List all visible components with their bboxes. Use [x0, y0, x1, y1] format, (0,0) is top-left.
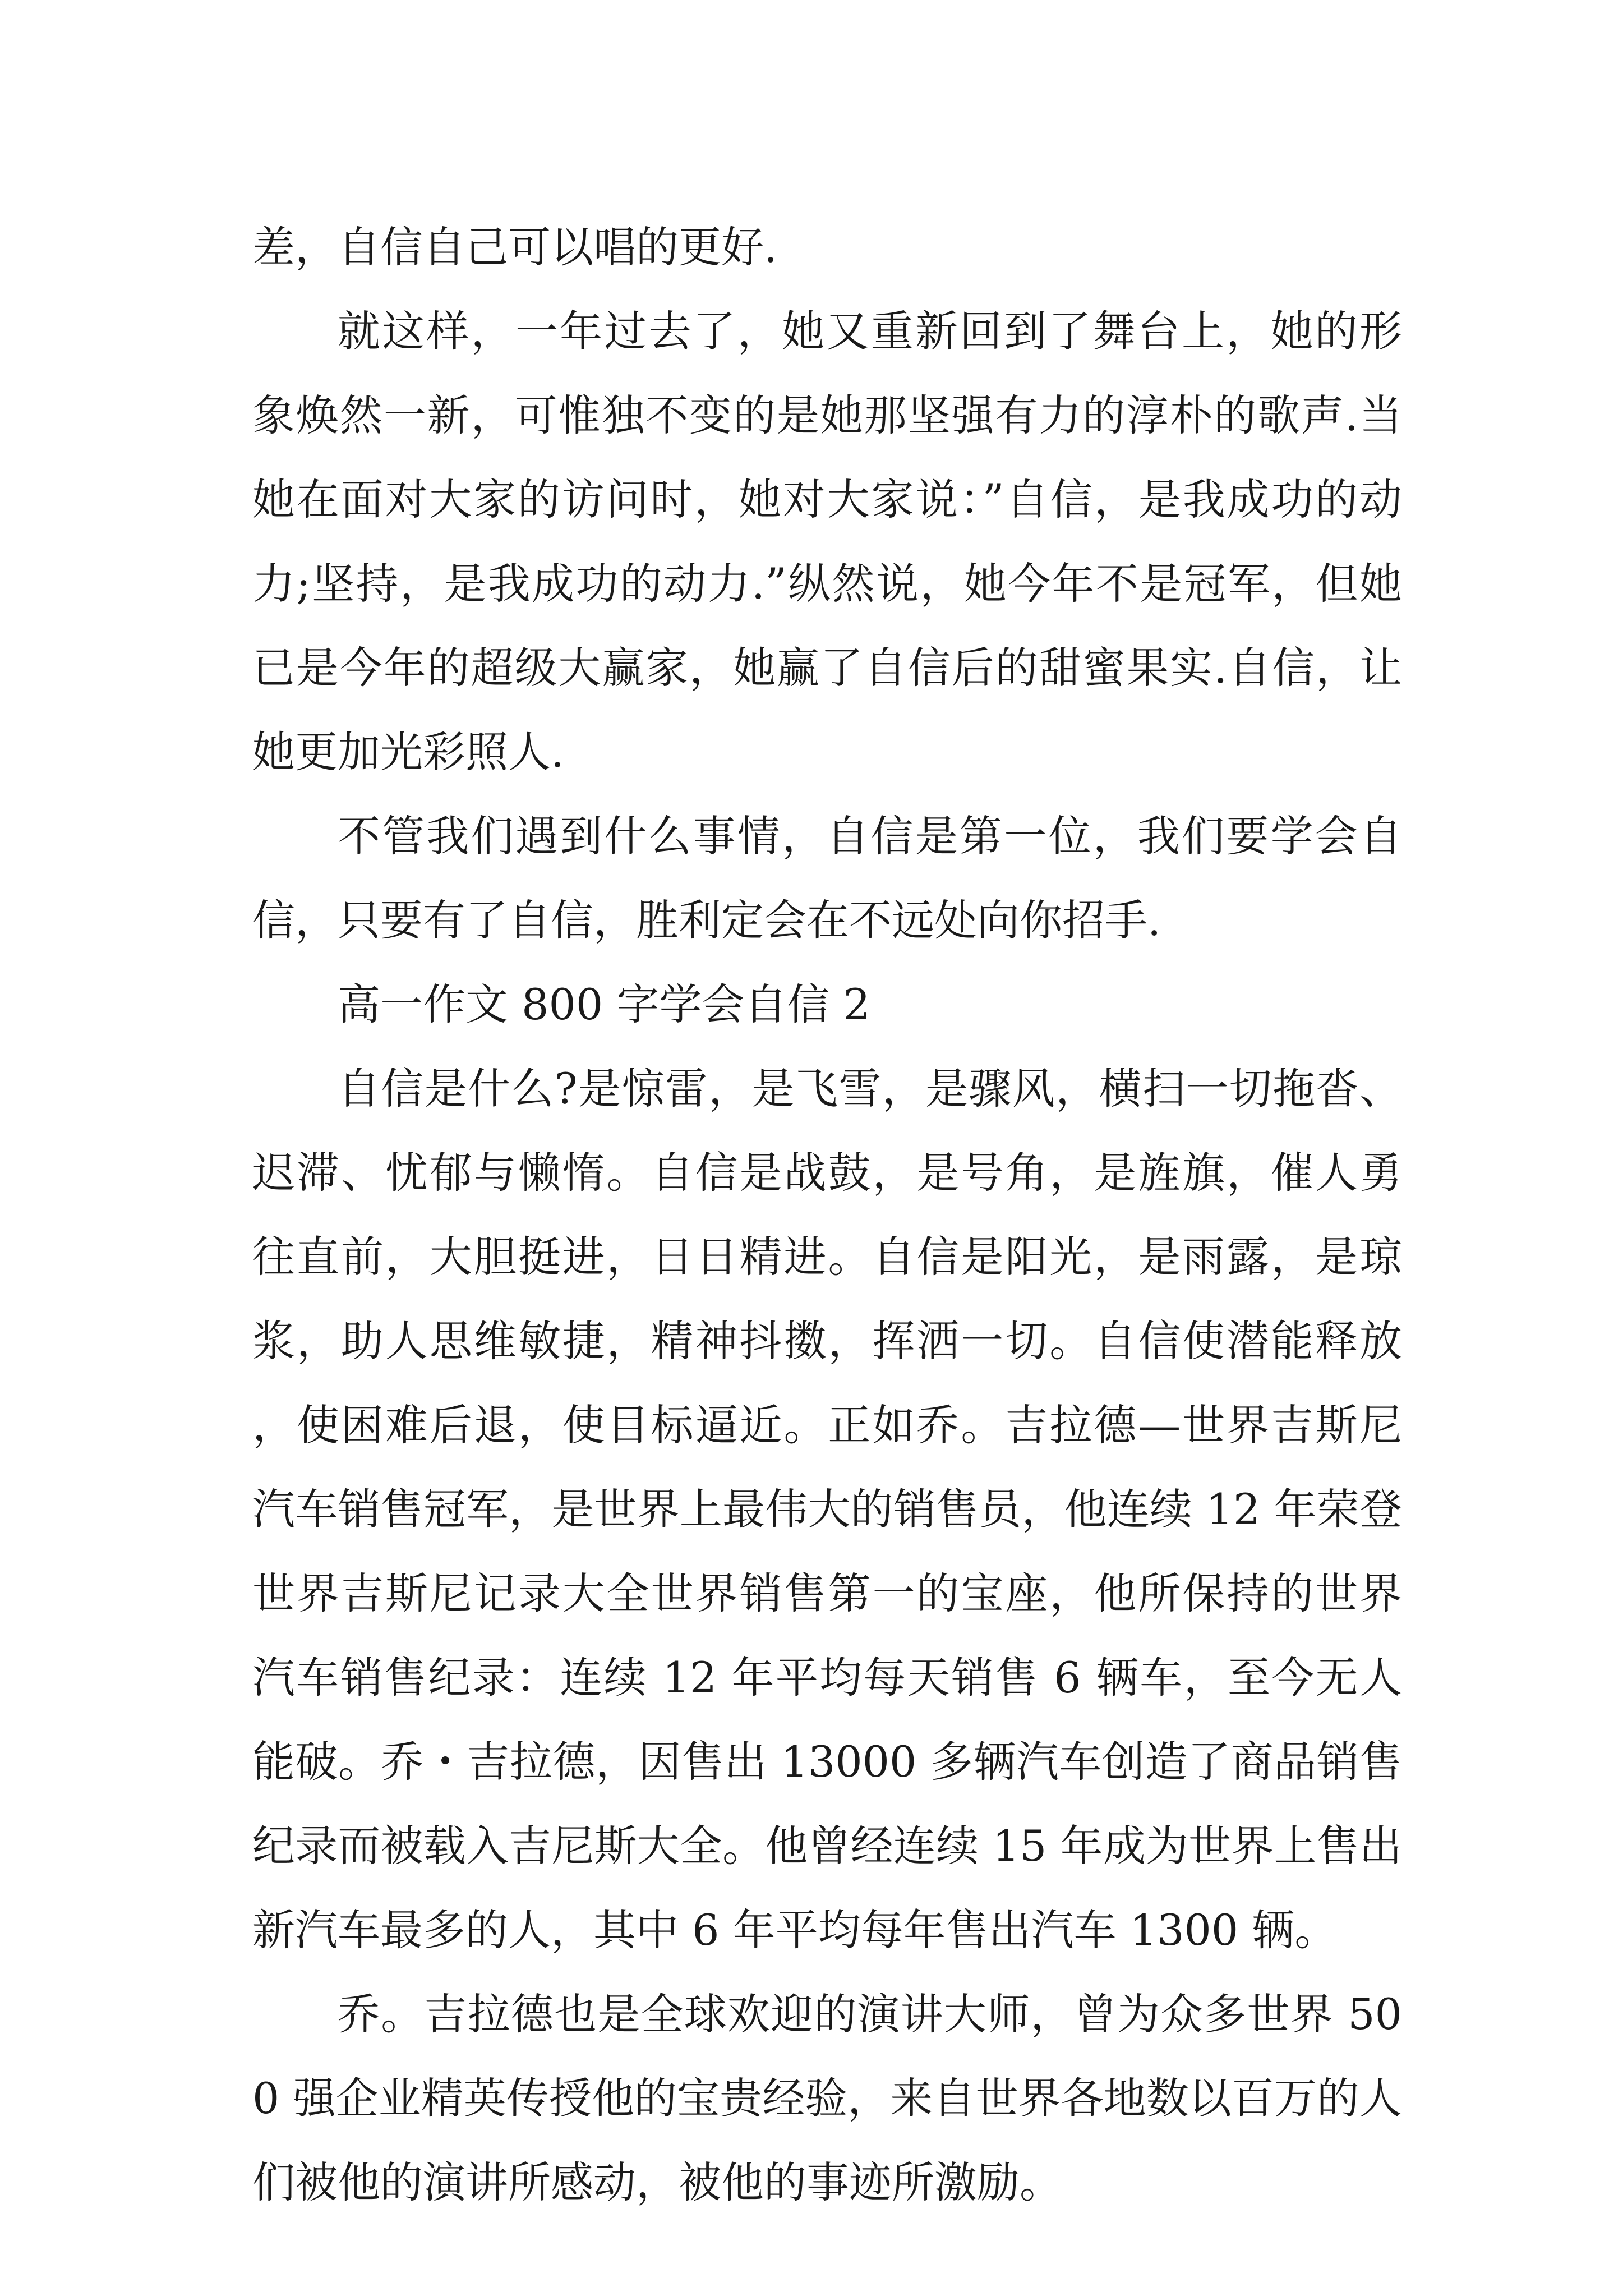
paragraph-2: 就这样，一年过去了，她又重新回到了舞台上，她的形象焕然一新，可惟独不变的是她那坚强有力的淳朴的歌声.当她在面对大家的访问时，她对大家说：”自信，是我成功的动力;坚持，是我成功的动力.”纵然说，她今年不是冠军，但她已是今年的超级大赢家，她赢了自信后的甜蜜果实.自信，让她更加光彩照人.: [252, 306, 1402, 777]
section-heading: 高一作文 800 字学会自信 2: [338, 979, 870, 1029]
paragraph-4: 自信是什么?是惊雷，是飞雪，是骤风，横扫一切拖沓、迟滞、忧郁与懒惰。自信是战鼓，是号角，是旌旗，催人勇往直前，大胆挺进，日日精进。自信是阳光，是雨露，是琼浆，助人思维敏捷，精神抖擞，挥洒一切。自信使潜能释放，使困难后退，使目标逼近。正如乔。吉拉德—世界吉斯尼汽车销售冠军，是世界上最伟大的销售员，他连续 12 年荣登世界吉斯尼记录大全世界销售第一的宝座，他所保持的世界汽车销售纪录：连续 12 年平均每天销售 6 辆车，至今无人能破。乔・吉拉德，因售出 13000 多辆汽车创造了商品销售纪录而被载入吉尼斯大全。他曾经连续 15 年成为世界上售出新汽车最多的人，其中 6 年平均每年售出汽车 1300 辆。: [252, 1064, 1402, 1955]
paragraph-1: 差，自信自己可以唱的更好.: [252, 222, 778, 272]
paragraph-3: 不管我们遇到什么事情，自信是第一位，我们要学会自信，只要有了自信，胜利定会在不远处向你招手.: [252, 811, 1402, 945]
paragraph-5: 乔。吉拉德也是全球欢迎的演讲大师，曾为众多世界 500 强企业精英传授他的宝贵经验，来自世界各地数以百万的人们被他的演讲所感动，被他的事迹所激励。: [252, 1989, 1402, 2207]
document-body: [252, 205, 1402, 2225]
